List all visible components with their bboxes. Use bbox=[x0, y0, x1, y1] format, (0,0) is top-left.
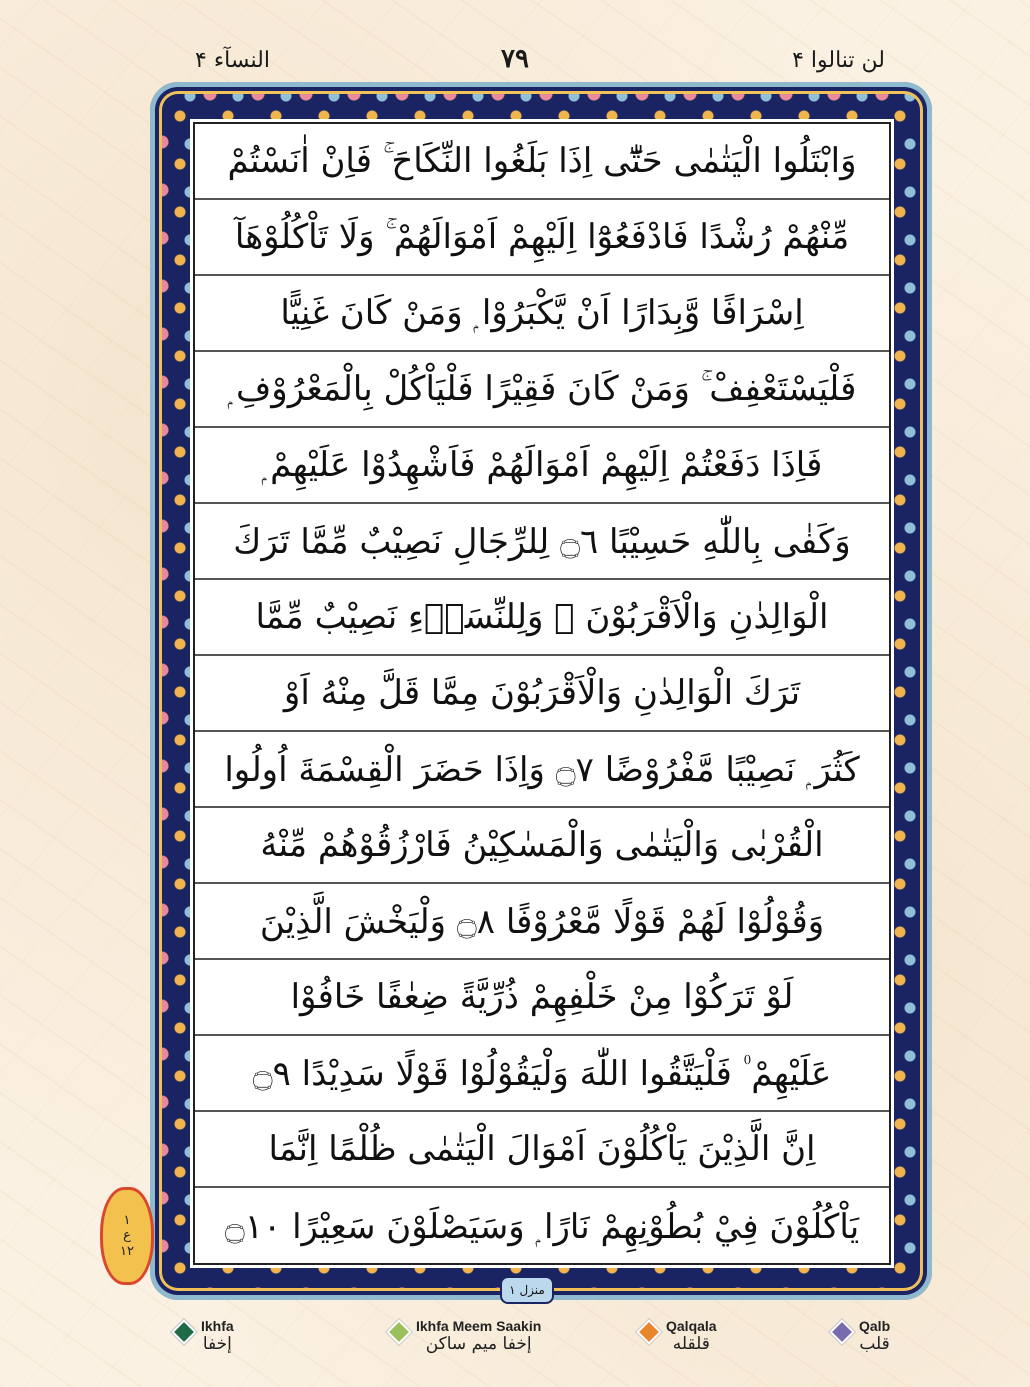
text-line-12: لَوْ تَرَكُوْا مِنْ خَلْفِهِمْ ذُرِّيَّةً ضِعٰفًا خَافُوْا bbox=[195, 960, 889, 1036]
text-line-3: اِسْرَافًا وَّبِدَارًا اَنْ يَّكْبَرُوْا ۭ وَمَنْ كَانَ غَنِيًّا bbox=[195, 276, 889, 352]
surah-title: النسآء ۴ bbox=[195, 48, 270, 73]
legend-label-en: Ikhfa Meem Saakin bbox=[416, 1318, 542, 1334]
ruku-symbol: ع bbox=[123, 1228, 131, 1244]
legend-ikhfa-meem-saakin bbox=[390, 1318, 541, 1354]
text-line-6: وَكَفٰى بِاللّٰهِ حَسِيْبًا ۝٦ لِلرِّجَالِ نَصِيْبٌ مِّمَّا تَرَكَ bbox=[195, 504, 889, 580]
text-line-1: وَابْتَلُوا الْيَتٰمٰى حَتّٰٓى اِذَا بَلَغُوا النِّكَاحَ ۚ فَاِنْ اٰنَسْتُمْ bbox=[195, 124, 889, 200]
diamond-icon bbox=[829, 1319, 854, 1344]
text-line-13: عَلَيْهِمْ ۠ فَلْيَتَّقُوا اللّٰهَ وَلْيَقُوْلُوْا قَوْلًا سَدِيْدًا ۝٩ bbox=[195, 1036, 889, 1112]
manzil-marker: منزل ١ bbox=[500, 1276, 554, 1304]
legend-label-ar: إخفا bbox=[202, 1334, 232, 1354]
text-line-15: يَاْكُلُوْنَ فِيْ بُطُوْنِهِمْ نَارًا ۭ وَسَيَصْلَوْنَ سَعِيْرًا ۝١٠ bbox=[224, 1206, 860, 1247]
legend-label-ar: قلقله bbox=[672, 1334, 710, 1354]
ruku-top-number: ١ bbox=[123, 1212, 131, 1228]
text-line-10: الْقُرْبٰى وَالْيَتٰمٰى وَالْمَسٰكِيْنُ فَارْزُقُوْهُمْ مِّنْهُ bbox=[195, 808, 889, 884]
quran-text-frame bbox=[193, 122, 891, 1265]
text-line-4: فَلْيَسْتَعْفِفْ ۚ وَمَنْ كَانَ فَقِيْرًا فَلْيَاْكُلْ بِالْمَعْرُوْفِ ۭ bbox=[195, 352, 889, 428]
legend-label-en: Qalb bbox=[859, 1318, 891, 1334]
juz-title: لن تنالوا ۴ bbox=[792, 48, 885, 73]
text-line-5: فَاِذَا دَفَعْتُمْ اِلَيْهِمْ اَمْوَالَهُمْ فَاَشْهِدُوْا عَلَيْهِمْ ۭ bbox=[195, 428, 889, 504]
legend-label-en: Ikhfa bbox=[201, 1318, 234, 1334]
legend-label-en: Qalqala bbox=[666, 1318, 717, 1334]
diamond-icon bbox=[386, 1319, 411, 1344]
text-line-11: وَقُوْلُوْا لَهُمْ قَوْلًا مَّعْرُوْفًا ۝٨ وَلْيَخْشَ الَّذِيْنَ bbox=[195, 884, 889, 960]
diamond-icon bbox=[171, 1319, 196, 1344]
text-line-14: اِنَّ الَّذِيْنَ يَاْكُلُوْنَ اَمْوَالَ الْيَتٰمٰى ظُلْمًا اِنَّمَا bbox=[195, 1112, 889, 1188]
text-line-7: الْوَالِدٰنِ وَالْاَقْرَبُوْنَ ۠ وَلِلنِّسَاۗءِ نَصِيْبٌ مِّمَّا bbox=[195, 580, 889, 656]
legend-ikhfa bbox=[175, 1318, 234, 1354]
legend-label-ar: إخفا ميم ساكن bbox=[425, 1334, 532, 1354]
diamond-icon bbox=[636, 1319, 661, 1344]
page-number: ٧٩ bbox=[501, 44, 529, 74]
legend-label-ar: قلب bbox=[859, 1334, 890, 1354]
legend-qalb bbox=[833, 1318, 890, 1354]
text-line-9: كَثُرَ ۭ نَصِيْبًا مَّفْرُوْضًا ۝٧ وَاِذَا حَضَرَ الْقِسْمَةَ اُولُوا bbox=[195, 732, 889, 808]
ruku-number: ١٢ bbox=[120, 1243, 134, 1259]
text-line-8: تَرَكَ الْوَالِدٰنِ وَالْاَقْرَبُوْنَ مِمَّا قَلَّ مِنْهُ اَوْ bbox=[195, 656, 889, 732]
text-line-2: مِّنْهُمْ رُشْدًا فَادْفَعُوْٓا اِلَيْهِمْ اَمْوَالَهُمْ ۚ وَلَا تَاْكُلُوْهَآ bbox=[195, 200, 889, 276]
legend-qalqala bbox=[640, 1318, 717, 1354]
ruku-marker bbox=[100, 1187, 154, 1285]
